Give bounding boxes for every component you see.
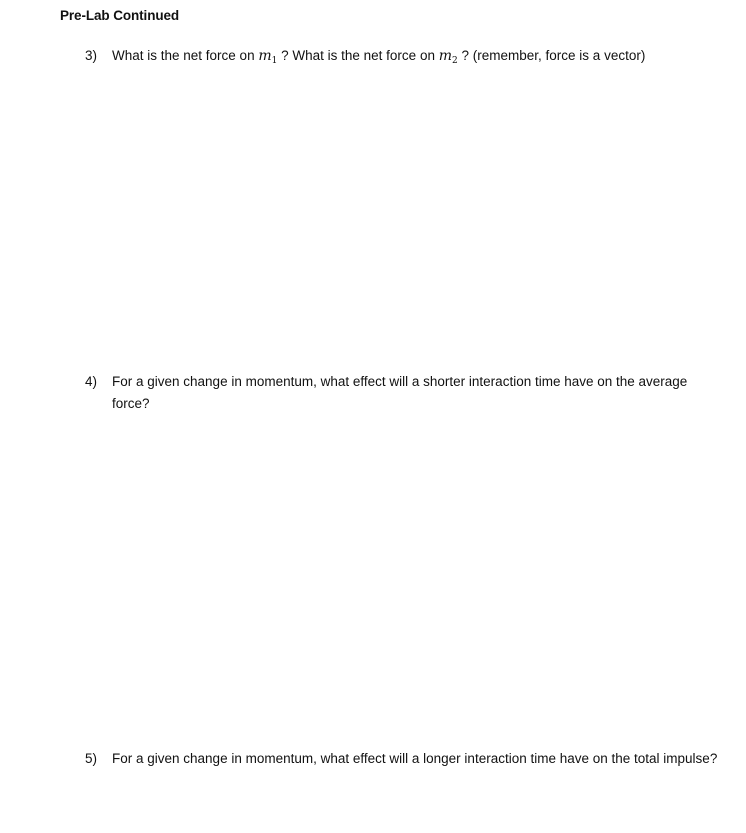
question-number: 5) bbox=[85, 751, 98, 766]
page-heading: Pre-Lab Continued bbox=[60, 8, 180, 23]
question-4 bbox=[85, 371, 725, 415]
question-text bbox=[112, 45, 725, 72]
question-3 bbox=[85, 45, 725, 72]
question-number: 3) bbox=[85, 48, 98, 63]
question-text-part: ? (remember, force is a vector) bbox=[461, 48, 646, 63]
mass-variable-m2: $m_2$ bbox=[438, 48, 458, 66]
question-text: For a given change in momentum, what effect will a longer interaction time have on the total impulse? bbox=[112, 751, 718, 766]
mass-variable-m1: $m_1$ bbox=[258, 48, 278, 66]
subscript: 1 bbox=[271, 56, 278, 66]
question-text-part: ? What is the net force on bbox=[281, 48, 435, 63]
question-5 bbox=[85, 748, 725, 770]
question-text-part: What is the net force on bbox=[112, 48, 255, 63]
subscript: 2 bbox=[452, 56, 458, 66]
question-number: 4) bbox=[85, 374, 98, 389]
question-text: For a given change in momentum, what effect will a shorter interaction time have on the average force? bbox=[112, 374, 688, 411]
